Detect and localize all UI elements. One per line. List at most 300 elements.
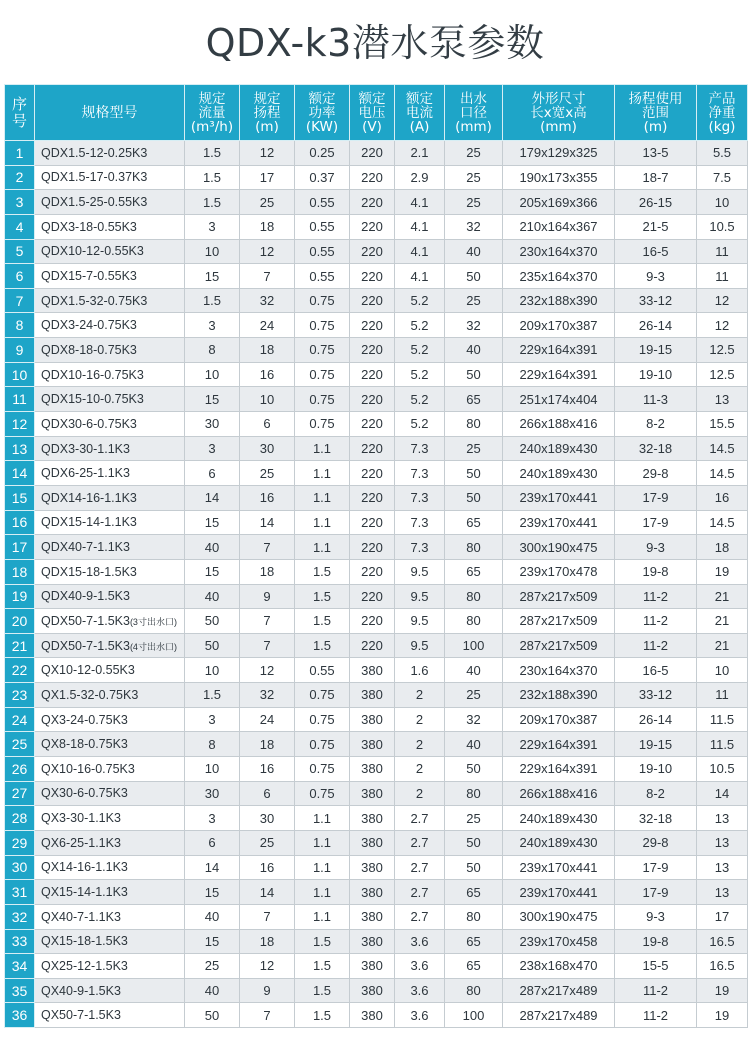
cell-head-text: 7 bbox=[263, 638, 271, 654]
cell-range-text: 9-3 bbox=[646, 268, 665, 284]
cell-weight-text: 19 bbox=[714, 1007, 730, 1023]
cell-weight-text: 11.5 bbox=[709, 712, 735, 728]
cell-outlet bbox=[445, 929, 503, 954]
cell-range-text: 26-14 bbox=[638, 712, 673, 728]
cell-model bbox=[35, 264, 185, 289]
cell-index bbox=[5, 535, 35, 560]
cell-outlet-text: 80 bbox=[466, 416, 481, 432]
cell-flow bbox=[185, 510, 240, 535]
cell-head-text: 12 bbox=[259, 958, 275, 974]
cell-size-text: 229x164x391 bbox=[519, 736, 598, 752]
cell-size bbox=[503, 683, 615, 708]
table-row bbox=[5, 461, 748, 486]
cell-index-text: 3 bbox=[15, 194, 24, 211]
cell-voltage-text: 220 bbox=[361, 293, 383, 309]
cell-outlet bbox=[445, 1003, 503, 1028]
cell-outlet-text: 65 bbox=[466, 514, 481, 530]
cell-current bbox=[395, 362, 445, 387]
header-line: (V) bbox=[362, 118, 382, 135]
cell-index-text: 6 bbox=[15, 268, 24, 285]
cell-size-text: 266x188x416 bbox=[519, 416, 598, 432]
cell-index bbox=[5, 732, 35, 757]
cell-outlet bbox=[445, 683, 503, 708]
cell-outlet bbox=[445, 757, 503, 782]
header-line: 功率 bbox=[308, 104, 336, 121]
cell-size bbox=[503, 830, 615, 855]
cell-power-text: 0.75 bbox=[309, 712, 335, 728]
cell-outlet-text: 50 bbox=[466, 835, 481, 851]
header-line: 流量 bbox=[198, 104, 226, 121]
cell-model bbox=[35, 190, 185, 215]
table-row bbox=[5, 214, 748, 239]
cell-head bbox=[240, 683, 295, 708]
cell-current-text: 5.2 bbox=[410, 367, 429, 383]
cell-model bbox=[35, 387, 185, 412]
cell-power-text: 1.1 bbox=[312, 909, 332, 925]
cell-outlet-text: 50 bbox=[466, 490, 481, 506]
cell-index bbox=[5, 264, 35, 289]
cell-head-text: 12 bbox=[259, 243, 275, 259]
cell-head bbox=[240, 239, 295, 264]
cell-index bbox=[5, 757, 35, 782]
cell-weight bbox=[697, 288, 748, 313]
cell-size-text: 190x173x355 bbox=[519, 169, 598, 185]
pump-spec-table bbox=[4, 84, 748, 1028]
cell-weight bbox=[697, 954, 748, 979]
cell-size bbox=[503, 1003, 615, 1028]
cell-current-text: 1.6 bbox=[410, 662, 429, 678]
cell-flow bbox=[185, 214, 240, 239]
cell-head bbox=[240, 190, 295, 215]
cell-index-text: 17 bbox=[11, 539, 28, 556]
cell-head-text: 18 bbox=[259, 736, 275, 752]
cell-weight bbox=[697, 1003, 748, 1028]
cell-weight bbox=[697, 904, 748, 929]
cell-size-text: 238x168x470 bbox=[519, 958, 598, 974]
cell-head bbox=[240, 387, 295, 412]
cell-outlet bbox=[445, 190, 503, 215]
cell-weight bbox=[697, 855, 748, 880]
cell-outlet-text: 65 bbox=[466, 884, 481, 900]
cell-outlet-text: 65 bbox=[466, 564, 481, 580]
cell-outlet-text: 80 bbox=[466, 909, 481, 925]
cell-weight-text: 13 bbox=[714, 835, 730, 851]
cell-index-text: 20 bbox=[11, 612, 28, 629]
cell-outlet-text: 25 bbox=[466, 194, 481, 210]
cell-size-text: 205x169x366 bbox=[519, 194, 598, 210]
cell-head bbox=[240, 165, 295, 190]
cell-head-text: 18 bbox=[259, 933, 275, 949]
cell-size bbox=[503, 781, 615, 806]
cell-index-text: 34 bbox=[11, 957, 28, 974]
cell-range bbox=[615, 264, 697, 289]
cell-range-text: 9-3 bbox=[646, 909, 665, 925]
cell-weight-text: 11 bbox=[715, 687, 729, 703]
cell-voltage-text: 220 bbox=[361, 317, 383, 333]
cell-index bbox=[5, 559, 35, 584]
cell-head bbox=[240, 707, 295, 732]
cell-current-text: 4.1 bbox=[410, 219, 429, 235]
cell-weight-text: 15.5 bbox=[709, 416, 735, 432]
cell-power-text: 1.5 bbox=[312, 638, 332, 654]
cell-flow bbox=[185, 313, 240, 338]
cell-head-text: 7 bbox=[263, 539, 271, 555]
cell-head bbox=[240, 781, 295, 806]
cell-index bbox=[5, 658, 35, 683]
cell-head-text: 25 bbox=[259, 465, 275, 481]
cell-index-text: 2 bbox=[15, 169, 24, 186]
cell-index bbox=[5, 584, 35, 609]
cell-index bbox=[5, 633, 35, 658]
cell-current bbox=[395, 510, 445, 535]
cell-range bbox=[615, 633, 697, 658]
cell-model-text: QDX1.5-12-0.25K3 bbox=[41, 145, 148, 160]
cell-head bbox=[240, 584, 295, 609]
cell-weight bbox=[697, 313, 748, 338]
cell-outlet bbox=[445, 313, 503, 338]
cell-index-text: 30 bbox=[11, 859, 28, 876]
cell-power bbox=[295, 510, 350, 535]
cell-outlet bbox=[445, 436, 503, 461]
cell-current bbox=[395, 633, 445, 658]
cell-flow bbox=[185, 412, 240, 437]
cell-current-text: 9.5 bbox=[410, 564, 429, 580]
cell-voltage bbox=[350, 559, 395, 584]
cell-power bbox=[295, 1003, 350, 1028]
cell-head-text: 7 bbox=[263, 909, 271, 925]
cell-current bbox=[395, 1003, 445, 1028]
cell-power-text: 1.1 bbox=[312, 884, 332, 900]
cell-voltage-text: 220 bbox=[361, 613, 383, 629]
cell-outlet bbox=[445, 954, 503, 979]
cell-power bbox=[295, 880, 350, 905]
cell-voltage-text: 220 bbox=[361, 342, 383, 358]
cell-size-text: 209x170x387 bbox=[519, 712, 598, 728]
cell-range-text: 8-2 bbox=[646, 416, 665, 432]
cell-model bbox=[35, 510, 185, 535]
cell-head-text: 18 bbox=[259, 342, 275, 358]
cell-range-text: 8-2 bbox=[646, 785, 665, 801]
cell-current bbox=[395, 141, 445, 166]
model-note: (3寸出水口) bbox=[129, 616, 177, 627]
table-row bbox=[5, 880, 748, 905]
cell-size-text: 209x170x387 bbox=[519, 317, 598, 333]
cell-index-text: 15 bbox=[11, 489, 28, 506]
cell-index-text: 33 bbox=[11, 933, 28, 950]
cell-flow-text: 10 bbox=[204, 761, 220, 777]
cell-model-text: QDX1.5-17-0.37K3 bbox=[41, 170, 148, 185]
cell-outlet bbox=[445, 362, 503, 387]
cell-index bbox=[5, 288, 35, 313]
cell-model bbox=[35, 732, 185, 757]
cell-current bbox=[395, 338, 445, 363]
table-row bbox=[5, 954, 748, 979]
cell-size bbox=[503, 239, 615, 264]
cell-head-text: 12 bbox=[259, 662, 275, 678]
cell-weight-text: 13 bbox=[714, 391, 730, 407]
cell-flow bbox=[185, 165, 240, 190]
cell-voltage bbox=[350, 806, 395, 831]
cell-voltage bbox=[350, 929, 395, 954]
cell-head bbox=[240, 978, 295, 1003]
cell-size bbox=[503, 338, 615, 363]
cell-index bbox=[5, 830, 35, 855]
table-row bbox=[5, 288, 748, 313]
cell-weight bbox=[697, 510, 748, 535]
cell-weight bbox=[697, 757, 748, 782]
cell-weight-text: 5.5 bbox=[712, 145, 732, 161]
header-line: 额定 bbox=[358, 90, 386, 107]
cell-index bbox=[5, 1003, 35, 1028]
cell-power-text: 1.1 bbox=[312, 859, 332, 875]
cell-size-text: 229x164x391 bbox=[519, 367, 598, 383]
cell-power bbox=[295, 781, 350, 806]
cell-head bbox=[240, 880, 295, 905]
cell-model bbox=[35, 978, 185, 1003]
cell-outlet bbox=[445, 781, 503, 806]
cell-flow bbox=[185, 781, 240, 806]
cell-range-text: 11-2 bbox=[642, 983, 669, 999]
cell-voltage-text: 380 bbox=[361, 859, 383, 875]
cell-weight-text: 21 bbox=[714, 588, 730, 604]
cell-model-text: QX15-18-1.5K3 bbox=[41, 934, 128, 949]
cell-power bbox=[295, 904, 350, 929]
cell-flow-text: 30 bbox=[204, 416, 220, 432]
cell-range-text: 29-8 bbox=[642, 465, 669, 481]
cell-outlet-text: 32 bbox=[466, 219, 481, 235]
cell-outlet bbox=[445, 288, 503, 313]
cell-flow bbox=[185, 830, 240, 855]
cell-range bbox=[615, 806, 697, 831]
cell-voltage bbox=[350, 830, 395, 855]
cell-size-text: 232x188x390 bbox=[519, 687, 598, 703]
header-line: 外形尺寸 bbox=[531, 90, 586, 107]
cell-voltage-text: 380 bbox=[361, 662, 383, 678]
cell-voltage-text: 380 bbox=[361, 736, 383, 752]
cell-voltage bbox=[350, 978, 395, 1003]
cell-weight-text: 16 bbox=[714, 490, 730, 506]
cell-current bbox=[395, 830, 445, 855]
cell-power-text: 0.75 bbox=[309, 687, 335, 703]
cell-power-text: 0.75 bbox=[309, 416, 335, 432]
cell-index bbox=[5, 510, 35, 535]
cell-voltage-text: 380 bbox=[361, 761, 383, 777]
cell-model-text: QX50-7-1.5K3 bbox=[41, 1008, 121, 1023]
cell-index-text: 23 bbox=[11, 686, 28, 703]
cell-index bbox=[5, 461, 35, 486]
cell-voltage bbox=[350, 683, 395, 708]
cell-head bbox=[240, 732, 295, 757]
cell-weight-text: 10.5 bbox=[709, 761, 735, 777]
cell-flow-text: 40 bbox=[204, 983, 220, 999]
cell-weight-text: 7.5 bbox=[712, 169, 732, 185]
cell-power-text: 1.5 bbox=[312, 983, 332, 999]
cell-voltage bbox=[350, 633, 395, 658]
cell-model bbox=[35, 757, 185, 782]
cell-head-text: 9 bbox=[263, 983, 271, 999]
cell-current bbox=[395, 436, 445, 461]
cell-power bbox=[295, 535, 350, 560]
cell-voltage-text: 380 bbox=[361, 933, 383, 949]
cell-voltage-text: 220 bbox=[361, 441, 383, 456]
cell-voltage bbox=[350, 165, 395, 190]
cell-index bbox=[5, 609, 35, 634]
cell-head-text: 16 bbox=[259, 367, 275, 383]
cell-head-text: 24 bbox=[259, 317, 275, 333]
cell-voltage bbox=[350, 436, 395, 461]
cell-index-text: 36 bbox=[11, 1007, 28, 1024]
cell-size-text: 230x164x370 bbox=[519, 662, 598, 678]
cell-model bbox=[35, 313, 185, 338]
table-row bbox=[5, 707, 748, 732]
cell-head bbox=[240, 141, 295, 166]
cell-index-text: 14 bbox=[11, 465, 28, 482]
cell-power-text: 1.5 bbox=[312, 613, 332, 629]
cell-power bbox=[295, 732, 350, 757]
cell-power bbox=[295, 288, 350, 313]
cell-head bbox=[240, 633, 295, 658]
header-line: 电流 bbox=[406, 104, 433, 121]
cell-head bbox=[240, 288, 295, 313]
cell-flow bbox=[185, 288, 240, 313]
cell-head-text: 14 bbox=[259, 884, 275, 900]
cell-index-text: 35 bbox=[11, 982, 28, 999]
cell-outlet-text: 25 bbox=[466, 810, 481, 826]
cell-outlet-text: 100 bbox=[462, 638, 485, 654]
cell-current bbox=[395, 485, 445, 510]
cell-head-text: 7 bbox=[263, 1007, 271, 1023]
cell-size bbox=[503, 584, 615, 609]
cell-range-text: 17-9 bbox=[642, 884, 669, 900]
cell-voltage bbox=[350, 338, 395, 363]
cell-size-text: 240x189x430 bbox=[519, 835, 598, 851]
cell-weight bbox=[697, 978, 748, 1003]
cell-index bbox=[5, 214, 35, 239]
cell-index bbox=[5, 239, 35, 264]
cell-head-text: 18 bbox=[259, 219, 275, 235]
cell-range-text: 11-2 bbox=[642, 1007, 669, 1023]
cell-voltage bbox=[350, 1003, 395, 1028]
cell-outlet bbox=[445, 535, 503, 560]
cell-weight bbox=[697, 732, 748, 757]
cell-range bbox=[615, 510, 697, 535]
cell-model bbox=[35, 806, 185, 831]
header-line: (m³/h) bbox=[190, 118, 234, 135]
cell-flow-text: 3 bbox=[208, 810, 216, 826]
cell-size bbox=[503, 609, 615, 634]
cell-outlet-text: 50 bbox=[466, 367, 481, 383]
cell-current bbox=[395, 214, 445, 239]
cell-model-text: QDX15-18-1.5K3 bbox=[41, 564, 137, 579]
cell-current-text: 7.3 bbox=[410, 465, 429, 481]
cell-weight-text: 10 bbox=[714, 662, 730, 678]
cell-head-text: 32 bbox=[259, 293, 275, 309]
cell-range-text: 19-8 bbox=[642, 933, 669, 949]
cell-power bbox=[295, 239, 350, 264]
cell-outlet-text: 50 bbox=[466, 268, 481, 284]
cell-power bbox=[295, 485, 350, 510]
cell-power-text: 0.75 bbox=[309, 293, 335, 309]
cell-weight-text: 12 bbox=[714, 293, 730, 309]
cell-range-text: 17-9 bbox=[642, 859, 669, 875]
cell-outlet bbox=[445, 658, 503, 683]
cell-head bbox=[240, 904, 295, 929]
cell-model-text: QDX15-10-0.75K3 bbox=[41, 392, 144, 407]
cell-current-text: 2.7 bbox=[410, 835, 429, 851]
cell-index bbox=[5, 781, 35, 806]
cell-voltage bbox=[350, 781, 395, 806]
cell-current bbox=[395, 239, 445, 264]
cell-weight-text: 12 bbox=[714, 317, 730, 333]
cell-model bbox=[35, 830, 185, 855]
cell-outlet bbox=[445, 214, 503, 239]
cell-flow bbox=[185, 707, 240, 732]
cell-flow-text: 1.5 bbox=[202, 293, 222, 309]
header-size bbox=[503, 85, 615, 141]
cell-model bbox=[35, 855, 185, 880]
cell-weight bbox=[697, 214, 748, 239]
cell-index bbox=[5, 387, 35, 412]
cell-weight-text: 11.5 bbox=[709, 736, 735, 752]
model-note: (4寸出水口) bbox=[129, 641, 177, 652]
table-row bbox=[5, 559, 748, 584]
table-row bbox=[5, 510, 748, 535]
cell-range bbox=[615, 436, 697, 461]
cell-index-text: 21 bbox=[11, 637, 28, 654]
cell-weight bbox=[697, 880, 748, 905]
cell-size bbox=[503, 362, 615, 387]
cell-outlet-text: 25 bbox=[466, 687, 481, 703]
cell-power bbox=[295, 978, 350, 1003]
header-head bbox=[240, 85, 295, 141]
cell-outlet-text: 40 bbox=[466, 243, 481, 259]
cell-power bbox=[295, 855, 350, 880]
cell-weight-text: 10.5 bbox=[709, 219, 735, 235]
cell-weight-text: 19 bbox=[714, 983, 730, 999]
table-row bbox=[5, 362, 748, 387]
cell-flow bbox=[185, 757, 240, 782]
cell-model-text: QDX30-6-0.75K3 bbox=[41, 416, 137, 431]
cell-size-text: 240x189x430 bbox=[519, 810, 598, 826]
cell-current-text: 5.2 bbox=[410, 391, 429, 407]
cell-index-text: 29 bbox=[11, 834, 28, 851]
cell-flow-text: 3 bbox=[208, 317, 216, 333]
cell-voltage bbox=[350, 362, 395, 387]
cell-current-text: 2 bbox=[415, 736, 424, 752]
table-row bbox=[5, 338, 748, 363]
cell-model bbox=[35, 485, 185, 510]
cell-range-text: 19-8 bbox=[642, 564, 669, 580]
cell-current-text: 7.3 bbox=[410, 514, 429, 530]
cell-outlet-text: 80 bbox=[466, 613, 481, 629]
cell-size-text: 232x188x390 bbox=[519, 293, 598, 309]
cell-weight bbox=[697, 929, 748, 954]
cell-current bbox=[395, 954, 445, 979]
cell-current-text: 3.6 bbox=[410, 983, 429, 999]
cell-voltage bbox=[350, 757, 395, 782]
header-outlet bbox=[445, 85, 503, 141]
cell-power-text: 1.1 bbox=[312, 441, 332, 456]
cell-weight bbox=[697, 609, 748, 634]
cell-model bbox=[35, 584, 185, 609]
cell-flow-text: 3 bbox=[208, 219, 216, 235]
cell-model-text: QX40-7-1.1K3 bbox=[41, 909, 121, 924]
table-row bbox=[5, 683, 748, 708]
table-row bbox=[5, 978, 748, 1003]
cell-power bbox=[295, 141, 350, 166]
cell-power-text: 0.25 bbox=[309, 145, 335, 161]
cell-current-text: 3.6 bbox=[410, 958, 429, 974]
